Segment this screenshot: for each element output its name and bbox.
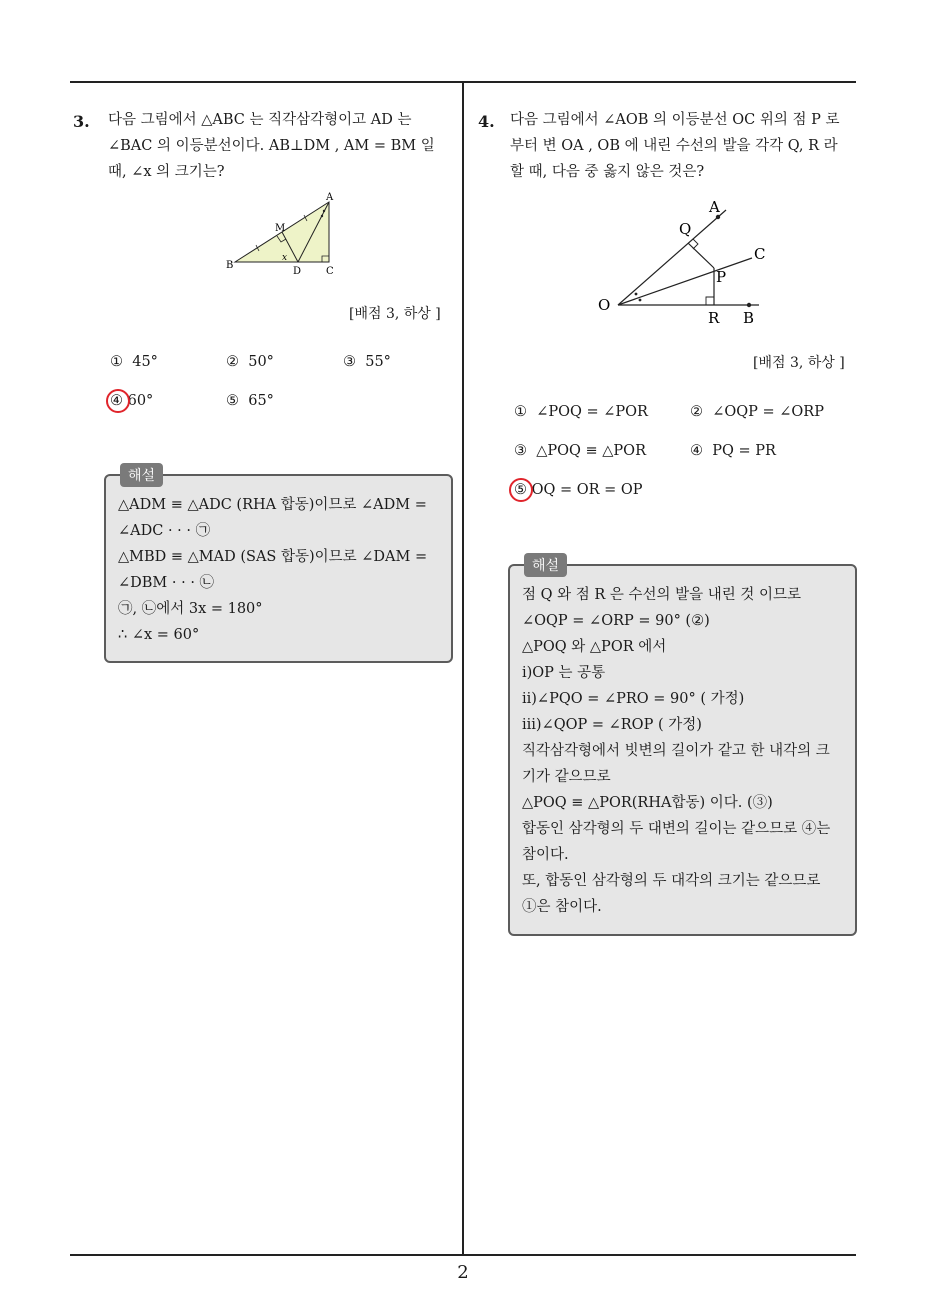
- q3-option-4[interactable]: ④ 60°: [110, 393, 154, 409]
- q4-option-4[interactable]: ④ PQ = PR: [690, 443, 776, 459]
- q3-option-5[interactable]: ⑤ 65°: [226, 393, 274, 409]
- q4-label-q: Q: [679, 220, 692, 238]
- q3-solution-box: [104, 474, 453, 663]
- q3-number: 3.: [73, 112, 90, 131]
- q3-option-2[interactable]: ② 50°: [226, 354, 274, 370]
- q4-option-3[interactable]: ③ △POQ ≡ △POR: [514, 443, 646, 459]
- q4-solution-line-6: ⅲ)∠QOP = ∠ROP ( 가정): [522, 717, 702, 733]
- q4-line-2: 부터 변 OA , OB 에 내린 수선의 발을 각각 Q, R 라: [510, 138, 838, 154]
- q3-label-b: B: [226, 260, 234, 271]
- q4-solution-line-11: 참이다.: [522, 847, 569, 863]
- q3-label-m: M: [275, 223, 286, 234]
- q4-label-r: R: [708, 309, 720, 326]
- column-divider: [462, 82, 464, 1255]
- q4-option-2[interactable]: ② ∠OQP = ∠ORP: [690, 404, 824, 420]
- q3-label-d: D: [293, 266, 302, 277]
- q4-line-3: 할 때, 다음 중 옳지 않은 것은?: [510, 164, 705, 180]
- q4-option-1[interactable]: ① ∠POQ = ∠POR: [514, 404, 648, 420]
- q4-option-5[interactable]: ⑤ OQ = OR = OP: [514, 482, 643, 498]
- page-number: 2: [457, 1262, 469, 1283]
- q4-solution-line-2: ∠OQP = ∠ORP = 90° (②): [522, 613, 710, 629]
- q3-solution-line-3: △MBD ≡ △MAD (SAS 합동)이므로 ∠DAM =: [118, 549, 428, 565]
- q3-label-x: x: [282, 253, 288, 263]
- q3-option-3[interactable]: ③ 55°: [343, 354, 391, 370]
- q4-solution-line-10: 합동인 삼각형의 두 대변의 길이는 같으므로 ④는: [522, 821, 831, 837]
- q4-solution-line-7: 직각삼각형에서 빗변의 길이가 같고 한 내각의 크: [522, 743, 830, 759]
- q3-line-3: 때, ∠x 의 크기는?: [108, 164, 225, 180]
- q4-solution-line-12: 또, 합동인 삼각형의 두 대각의 크기는 같으므로: [522, 873, 821, 889]
- q4-solution-line-8: 기가 같으므로: [522, 769, 611, 785]
- q3-solution-line-1: △ADM ≡ △ADC (RHA 합동)이므로 ∠ADM =: [118, 497, 427, 513]
- q4-answer-circle: [509, 478, 533, 502]
- q4-solution-line-9: △POQ ≡ △POR(RHA합동) 이다. (③): [522, 795, 773, 811]
- q3-solution-line-2: ∠ADC · · · ㉠: [118, 523, 211, 539]
- q4-number: 4.: [478, 112, 495, 131]
- q3-label-a: A: [326, 192, 334, 203]
- q3-option-1[interactable]: ① 45°: [110, 354, 158, 370]
- q3-line-1: 다음 그림에서 △ABC 는 직각삼각형이고 AD 는: [108, 112, 412, 128]
- q4-solution-line-13: ①은 참이다.: [522, 899, 602, 915]
- q4-solution-line-4: ⅰ)OP 는 공통: [522, 665, 606, 681]
- q3-answer-circle: [106, 389, 130, 413]
- q3-triangle-figure: [218, 192, 344, 278]
- q3-solution-line-4: ∠DBM · · · ㉡: [118, 575, 215, 591]
- q4-solution-box: [508, 564, 857, 936]
- q4-line-1: 다음 그림에서 ∠AOB 의 이등분선 OC 위의 점 P 로: [510, 112, 840, 128]
- q4-solution-line-3: △POQ 와 △POR 에서: [522, 639, 667, 655]
- bottom-rule: [70, 1254, 856, 1256]
- q4-score: [배점 3, 하상 ]: [753, 355, 845, 371]
- q3-score: [배점 3, 하상 ]: [349, 306, 441, 322]
- q3-label-c: C: [326, 266, 334, 277]
- q3-solution-line-5: ㉠, ㉡에서 3x = 180°: [118, 601, 263, 617]
- q4-label-c: C: [754, 245, 766, 263]
- q4-solution-line-1: 점 Q 와 점 R 은 수선의 발을 내린 것 이므로: [522, 587, 801, 603]
- q4-text: [510, 107, 840, 185]
- q3-solution-tag: 해설: [120, 463, 163, 487]
- q4-angle-figure: [594, 196, 772, 326]
- q4-label-b: B: [743, 309, 755, 326]
- q4-solution-tag: 해설: [524, 553, 567, 577]
- q4-label-o: O: [598, 296, 611, 314]
- q4-label-p: P: [716, 268, 727, 286]
- q3-text: [108, 107, 435, 185]
- q4-label-a: A: [709, 198, 720, 216]
- q3-line-2: ∠BAC 의 이등분선이다. AB⊥DM , AM = BM 일: [108, 138, 435, 154]
- q4-solution-line-5: ⅱ)∠PQO = ∠PRO = 90° ( 가정): [522, 691, 745, 707]
- q3-solution-line-6: ∴ ∠x = 60°: [118, 627, 200, 643]
